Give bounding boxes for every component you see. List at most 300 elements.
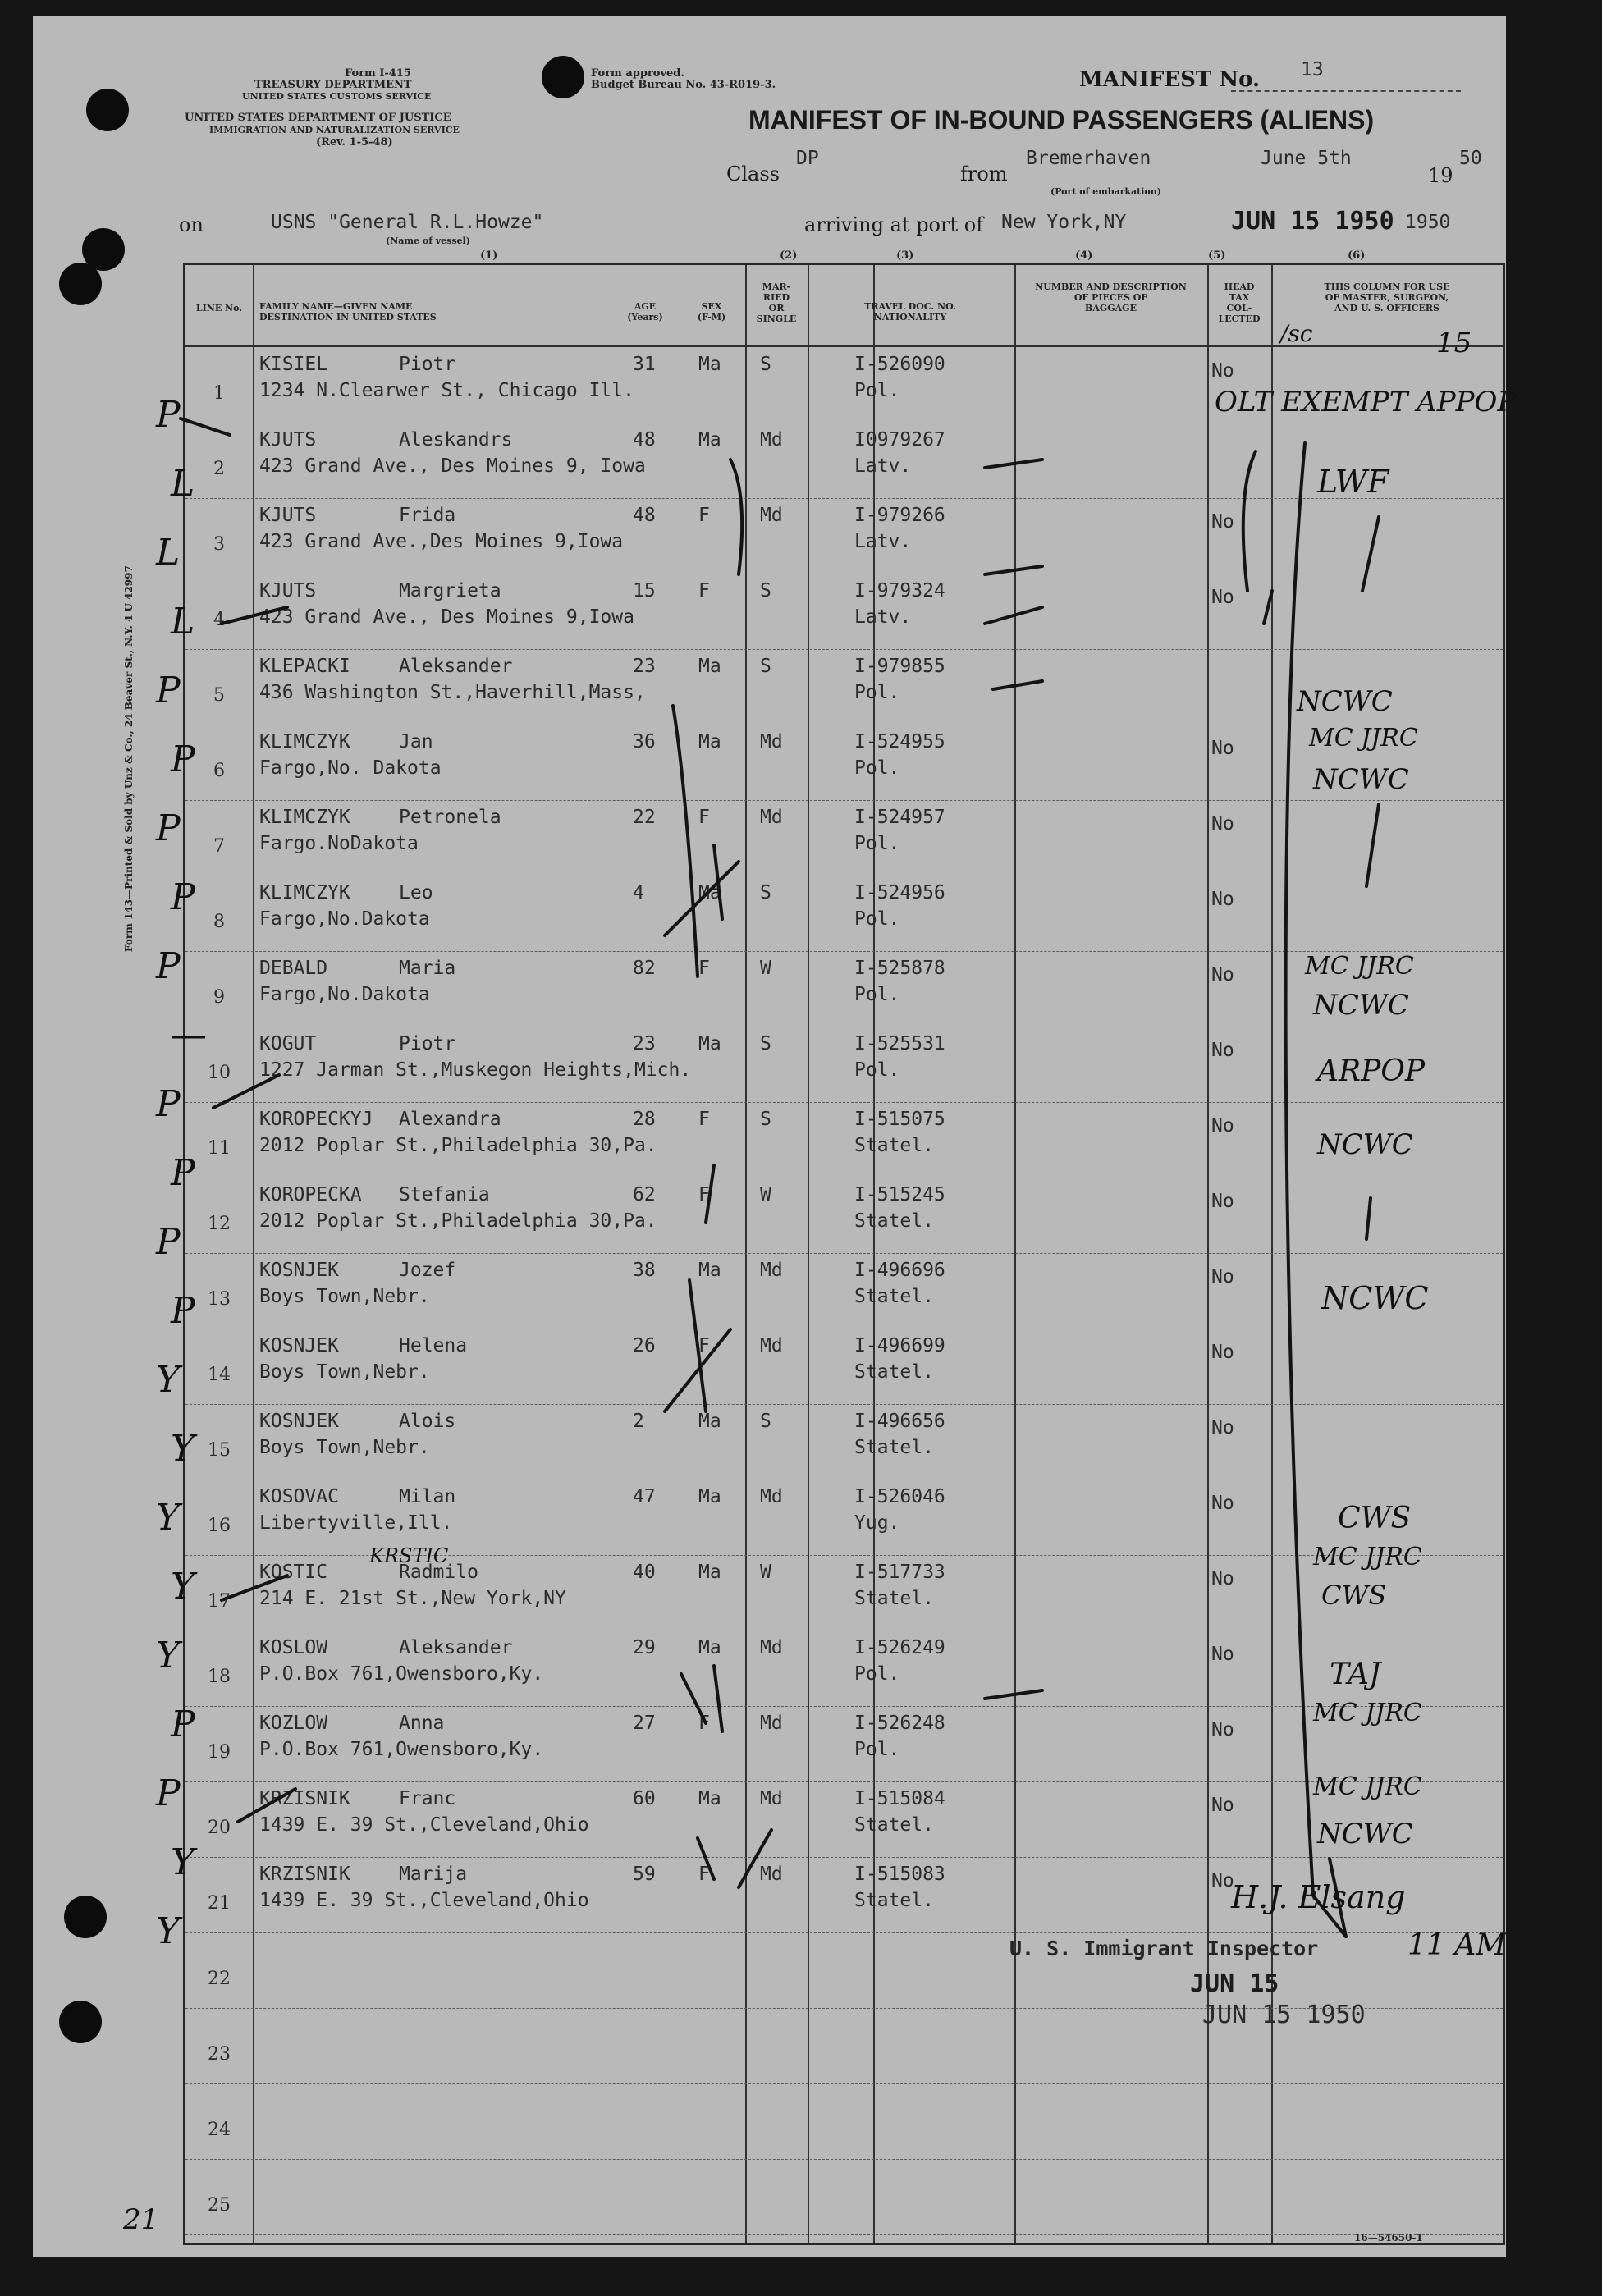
inspector-signature: H.J. Elsang bbox=[1231, 1879, 1406, 1915]
exempt-note: OLT EXEMPT APPOP bbox=[1215, 386, 1517, 418]
head-tax: No bbox=[1211, 1493, 1234, 1514]
age: 22 bbox=[633, 807, 656, 828]
marital-status: W bbox=[760, 1184, 771, 1205]
sex: F bbox=[698, 1109, 710, 1130]
marital-status: Md bbox=[760, 807, 783, 828]
col-num-4: (4) bbox=[1075, 249, 1093, 262]
travel-doc-no: I0979267 bbox=[854, 429, 945, 451]
header-head-tax: HEAD TAX COL- LECTED bbox=[1218, 281, 1261, 324]
line-number: 10 bbox=[208, 1063, 231, 1083]
mc-note-4: MC JJRC bbox=[1313, 1699, 1422, 1727]
destination: 1234 N.Clearwer St., Chicago Ill. bbox=[259, 380, 634, 401]
from-label: from bbox=[960, 162, 1008, 185]
nationality: Statel. bbox=[854, 1361, 934, 1383]
travel-doc-no: I-515075 bbox=[854, 1109, 945, 1130]
margin-mark: P bbox=[156, 1772, 181, 1814]
nationality: Pol. bbox=[854, 1059, 900, 1081]
sex: Ma bbox=[698, 1033, 721, 1054]
age: 2 bbox=[633, 1411, 644, 1432]
margin-mark: Y bbox=[156, 1497, 181, 1539]
head-tax: No bbox=[1211, 738, 1234, 759]
year-suffix: 50 bbox=[1459, 148, 1482, 169]
travel-doc-no: I-526046 bbox=[854, 1486, 945, 1507]
ncwc-note-2: NCWC bbox=[1313, 763, 1409, 796]
nationality: Statel. bbox=[854, 1135, 934, 1156]
nationality: Yug. bbox=[854, 1512, 900, 1534]
destination: Boys Town,Nebr. bbox=[259, 1437, 430, 1458]
head-tax: No bbox=[1211, 1644, 1234, 1665]
sex: F bbox=[698, 505, 710, 526]
marital-status: Md bbox=[760, 1486, 783, 1507]
family-name: KOSNJEK bbox=[259, 1411, 339, 1432]
margin-count: 21 bbox=[123, 2203, 159, 2236]
head-tax: No bbox=[1211, 360, 1234, 382]
nationality: Pol. bbox=[854, 682, 900, 703]
col-num-5: (5) bbox=[1208, 249, 1226, 262]
port-embarkation-caption: (Port of embarkation) bbox=[1050, 186, 1161, 197]
sex: F bbox=[698, 1335, 710, 1356]
sex: F bbox=[698, 580, 710, 601]
given-name: Jozef bbox=[399, 1260, 456, 1281]
line-number: 8 bbox=[213, 912, 225, 932]
marital-status: S bbox=[760, 580, 771, 601]
head-tax: No bbox=[1211, 1266, 1234, 1287]
age: 28 bbox=[633, 1109, 656, 1130]
given-name: Aleksander bbox=[399, 1637, 513, 1658]
inspector-label: U. S. Immigrant Inspector bbox=[1009, 1937, 1319, 1960]
ncwc-note-4: NCWC bbox=[1317, 1128, 1413, 1161]
header-baggage: NUMBER AND DESCRIPTION OF PIECES OF BAGGAGE bbox=[1035, 281, 1187, 313]
given-name: Maria bbox=[399, 958, 456, 979]
family-name: KOROPECKYJ bbox=[259, 1109, 373, 1130]
head-tax: No bbox=[1211, 1568, 1234, 1589]
travel-doc-no: I-515245 bbox=[854, 1184, 945, 1205]
vessel-name: USNS "General R.L.Howze" bbox=[271, 212, 544, 233]
nationality: Pol. bbox=[854, 380, 900, 401]
family-name: KOSOVAC bbox=[259, 1486, 339, 1507]
line-number: 4 bbox=[213, 610, 225, 630]
line-number: 13 bbox=[208, 1289, 231, 1310]
margin-mark: Y bbox=[156, 1359, 181, 1401]
arpop-note: ARPOP bbox=[1317, 1054, 1426, 1088]
given-name: Marija bbox=[399, 1864, 468, 1885]
travel-doc-no: I-496696 bbox=[854, 1260, 945, 1281]
line-number: 19 bbox=[208, 1742, 231, 1763]
ncwc-note-3: NCWC bbox=[1313, 989, 1409, 1022]
head-tax: No bbox=[1211, 511, 1234, 533]
age: 27 bbox=[633, 1713, 656, 1734]
nationality: Latv. bbox=[854, 531, 912, 552]
travel-doc-no: I-496699 bbox=[854, 1335, 945, 1356]
nationality: Pol. bbox=[854, 908, 900, 930]
cws-note-2: CWS bbox=[1321, 1580, 1387, 1611]
margin-mark: P bbox=[171, 739, 195, 780]
margin-mark: P bbox=[156, 394, 181, 436]
class-value: DP bbox=[796, 148, 819, 169]
destination: 214 E. 21st St.,New York,NY bbox=[259, 1588, 566, 1609]
sex: F bbox=[698, 1713, 710, 1734]
marital-status: Md bbox=[760, 731, 783, 752]
manifest-no-value: 13 bbox=[1301, 59, 1324, 80]
margin-mark: P bbox=[171, 1704, 195, 1745]
lwf-note: LWF bbox=[1317, 464, 1389, 500]
head-tax: No bbox=[1211, 964, 1234, 986]
sex: Ma bbox=[698, 1788, 721, 1809]
ins-service: IMMIGRATION AND NATURALIZATION SERVICE bbox=[209, 125, 460, 135]
head-tax: No bbox=[1211, 1417, 1234, 1438]
mc-note-2: MC JJRC bbox=[1305, 952, 1414, 981]
family-name: KJUTS bbox=[259, 429, 317, 451]
line-number: 18 bbox=[208, 1667, 231, 1687]
mc-note-3: MC JJRC bbox=[1313, 1543, 1422, 1571]
age: 60 bbox=[633, 1788, 656, 1809]
age: 47 bbox=[633, 1486, 656, 1507]
margin-mark: P bbox=[156, 670, 181, 711]
stamp-date-1: JUN 15 bbox=[1190, 1969, 1279, 1998]
given-name: Radmilo bbox=[399, 1562, 478, 1583]
line-number: 15 bbox=[208, 1440, 231, 1461]
header-married: MAR- RIED OR SINGLE bbox=[756, 281, 797, 324]
ncwc-note-1: NCWC bbox=[1297, 685, 1393, 718]
header-line-no: LINE No. bbox=[195, 303, 243, 313]
given-name: Frida bbox=[399, 505, 456, 526]
sex: F bbox=[698, 807, 710, 828]
sex: Ma bbox=[698, 354, 721, 375]
nationality: Statel. bbox=[854, 1210, 934, 1232]
line-number: 1 bbox=[213, 383, 225, 404]
family-name: KOROPECKA bbox=[259, 1184, 362, 1205]
header-officers: THIS COLUMN FOR USE OF MASTER, SURGEON, AND U. S. OFFICERS bbox=[1324, 281, 1450, 313]
class-label: Class bbox=[726, 162, 780, 185]
col-num-2: (2) bbox=[780, 249, 798, 262]
destination: 436 Washington St.,Haverhill,Mass, bbox=[259, 682, 646, 703]
given-name: Alois bbox=[399, 1411, 456, 1432]
header-travel-doc: TRAVEL DOC. NO. NATIONALITY bbox=[864, 301, 956, 322]
line-number: 23 bbox=[208, 2044, 231, 2065]
family-name: KLIMCZYK bbox=[259, 882, 350, 903]
destination: 2012 Poplar St.,Philadelphia 30,Pa. bbox=[259, 1210, 657, 1232]
line-number: 12 bbox=[208, 1214, 231, 1234]
given-name: Alexandra bbox=[399, 1109, 501, 1130]
margin-mark: L bbox=[156, 532, 181, 574]
given-name: Aleksander bbox=[399, 656, 513, 677]
arriving-label: arriving at port of bbox=[804, 213, 984, 236]
family-name: DEBALD bbox=[259, 958, 328, 979]
officer-initial-row1: /sc bbox=[1280, 320, 1313, 347]
vessel-caption: (Name of vessel) bbox=[386, 236, 470, 246]
age: 31 bbox=[633, 354, 656, 375]
destination: 423 Grand Ave., Des Moines 9,Iowa bbox=[259, 606, 634, 628]
treasury-dept: TREASURY DEPARTMENT bbox=[254, 79, 412, 91]
nationality: Latv. bbox=[854, 455, 912, 477]
destination: Fargo,No.Dakota bbox=[259, 984, 430, 1005]
arrival-year: 1950 bbox=[1405, 212, 1451, 233]
ncwc-note-5: NCWC bbox=[1321, 1280, 1429, 1316]
officer-page-number: 15 bbox=[1436, 327, 1472, 359]
arrival-date-stamp: JUN 15 1950 bbox=[1231, 207, 1394, 236]
marital-status: W bbox=[760, 958, 771, 979]
age: 15 bbox=[633, 580, 656, 601]
margin-mark: L bbox=[171, 601, 195, 643]
margin-mark: P bbox=[156, 945, 181, 987]
header-sex: SEX (F-M) bbox=[697, 301, 726, 322]
family-name: KLIMCZYK bbox=[259, 731, 350, 752]
travel-doc-no: I-517733 bbox=[854, 1562, 945, 1583]
destination: Fargo.NoDakota bbox=[259, 833, 419, 854]
margin-mark: Y bbox=[171, 1566, 195, 1608]
travel-doc-no: I-526248 bbox=[854, 1713, 945, 1734]
sex: Ma bbox=[698, 731, 721, 752]
line-number: 11 bbox=[208, 1138, 231, 1159]
family-name: KOSTIC bbox=[259, 1562, 328, 1583]
given-name: Franc bbox=[399, 1788, 456, 1809]
nationality: Statel. bbox=[854, 1286, 934, 1307]
marital-status: S bbox=[760, 656, 771, 677]
marital-status: S bbox=[760, 882, 771, 903]
nationality: Pol. bbox=[854, 1739, 900, 1760]
year-prefix: 19 bbox=[1428, 164, 1453, 187]
sex: Ma bbox=[698, 429, 721, 451]
marital-status: S bbox=[760, 1109, 771, 1130]
destination: 1439 E. 39 St.,Cleveland,Ohio bbox=[259, 1890, 589, 1911]
travel-doc-no: I-979266 bbox=[854, 505, 945, 526]
embarkation-date: June 5th bbox=[1261, 148, 1352, 169]
given-name: Milan bbox=[399, 1486, 456, 1507]
head-tax: No bbox=[1211, 813, 1234, 835]
margin-mark: P bbox=[171, 1152, 195, 1194]
sex: Ma bbox=[698, 1411, 721, 1432]
form-approved: Form approved. bbox=[591, 67, 684, 80]
cws-note-1: CWS bbox=[1338, 1502, 1412, 1535]
form-revision: (Rev. 1-5-48) bbox=[316, 136, 393, 149]
destination: Fargo,No.Dakota bbox=[259, 908, 430, 930]
header-name: FAMILY NAME—GIVEN NAME DESTINATION IN UNITED STATES bbox=[259, 301, 437, 322]
margin-mark: P bbox=[171, 1290, 195, 1332]
line-number: 7 bbox=[213, 836, 225, 857]
line-number: 5 bbox=[213, 685, 225, 706]
travel-doc-no: I-526090 bbox=[854, 354, 945, 375]
destination: P.O.Box 761,Owensboro,Ky. bbox=[259, 1739, 544, 1760]
given-name: Anna bbox=[399, 1713, 445, 1734]
col-num-1: (1) bbox=[480, 249, 498, 262]
manifest-page bbox=[33, 16, 1517, 2257]
head-tax: No bbox=[1211, 587, 1234, 608]
marital-status: Md bbox=[760, 1637, 783, 1658]
age: 48 bbox=[633, 429, 656, 451]
sex: Ma bbox=[698, 656, 721, 677]
travel-doc-no: I-515084 bbox=[854, 1788, 945, 1809]
mc-note-5: MC JJRC bbox=[1313, 1772, 1422, 1801]
age: 62 bbox=[633, 1184, 656, 1205]
destination: Libertyville,Ill. bbox=[259, 1512, 453, 1534]
head-tax: No bbox=[1211, 1795, 1234, 1816]
mc-note-1: MC JJRC bbox=[1309, 724, 1418, 752]
head-tax: No bbox=[1211, 1719, 1234, 1740]
family-name: KOSNJEK bbox=[259, 1335, 339, 1356]
age: 40 bbox=[633, 1562, 656, 1583]
margin-mark: L bbox=[171, 463, 195, 505]
marital-status: S bbox=[760, 354, 771, 375]
sex: F bbox=[698, 1864, 710, 1885]
budget-bureau: Budget Bureau No. 43-R019-3. bbox=[591, 79, 776, 91]
nationality: Statel. bbox=[854, 1437, 934, 1458]
nationality: Pol. bbox=[854, 984, 900, 1005]
margin-mark: Y bbox=[156, 1635, 181, 1676]
age: 48 bbox=[633, 505, 656, 526]
line-number: 22 bbox=[208, 1969, 231, 1989]
manifest-title: MANIFEST OF IN-BOUND PASSENGERS (ALIENS) bbox=[748, 105, 1375, 135]
form-number: Form I-415 bbox=[345, 67, 411, 80]
margin-mark: Y bbox=[171, 1841, 195, 1883]
sex: F bbox=[698, 1184, 710, 1205]
marital-status: Md bbox=[760, 1864, 783, 1885]
age: 4 bbox=[633, 882, 644, 903]
footer-code: 16—54650-1 bbox=[1354, 2232, 1423, 2243]
age: 29 bbox=[633, 1637, 656, 1658]
line-number: 3 bbox=[213, 534, 225, 555]
head-tax: No bbox=[1211, 1342, 1234, 1363]
line-number: 16 bbox=[208, 1516, 231, 1536]
family-name: KJUTS bbox=[259, 505, 317, 526]
sex: Ma bbox=[698, 1562, 721, 1583]
side-printer-imprint: Form 143—Printed & Sold by Unz & Co., 24 Beaver St., N.Y. 4 U 42997 bbox=[123, 565, 135, 952]
age: 23 bbox=[633, 656, 656, 677]
marital-status: Md bbox=[760, 1260, 783, 1281]
head-tax: No bbox=[1211, 1191, 1234, 1212]
age: 23 bbox=[633, 1033, 656, 1054]
travel-doc-no: I-979324 bbox=[854, 580, 945, 601]
line-number: 9 bbox=[213, 987, 225, 1008]
margin-mark: P bbox=[156, 807, 181, 849]
embarkation-port: Bremerhaven bbox=[1026, 148, 1151, 169]
margin-mark: P bbox=[171, 876, 195, 918]
sex: F bbox=[698, 958, 710, 979]
line-number: 24 bbox=[208, 2120, 231, 2140]
krstic-correction: KRSTIC bbox=[369, 1544, 449, 1567]
head-tax: No bbox=[1211, 1040, 1234, 1061]
age: 82 bbox=[633, 958, 656, 979]
destination: 2012 Poplar St.,Philadelphia 30,Pa. bbox=[259, 1135, 657, 1156]
given-name: Margrieta bbox=[399, 580, 501, 601]
travel-doc-no: I-524957 bbox=[854, 807, 945, 828]
nationality: Statel. bbox=[854, 1890, 934, 1911]
given-name: Helena bbox=[399, 1335, 468, 1356]
customs-service: UNITED STATES CUSTOMS SERVICE bbox=[242, 91, 432, 102]
margin-mark: P bbox=[156, 1221, 181, 1263]
marital-status: Md bbox=[760, 1788, 783, 1809]
line-number: 25 bbox=[208, 2195, 231, 2216]
sex: Ma bbox=[698, 1486, 721, 1507]
marital-status: W bbox=[760, 1562, 771, 1583]
justice-dept: UNITED STATES DEPARTMENT OF JUSTICE bbox=[185, 112, 451, 124]
family-name: KLEPACKI bbox=[259, 656, 350, 677]
travel-doc-no: I-526249 bbox=[854, 1637, 945, 1658]
marital-status: S bbox=[760, 1033, 771, 1054]
given-name: Piotr bbox=[399, 354, 456, 375]
nationality: Pol. bbox=[854, 1663, 900, 1685]
destination: P.O.Box 761,Owensboro,Ky. bbox=[259, 1663, 544, 1685]
marital-status: Md bbox=[760, 505, 783, 526]
family-name: KOGUT bbox=[259, 1033, 317, 1054]
sex: Ma bbox=[698, 1260, 721, 1281]
marital-status: Md bbox=[760, 1713, 783, 1734]
travel-doc-no: I-979855 bbox=[854, 656, 945, 677]
sex: Ma bbox=[698, 882, 721, 903]
margin-mark: Y bbox=[156, 1910, 181, 1952]
travel-doc-no: I-524956 bbox=[854, 882, 945, 903]
family-name: KJUTS bbox=[259, 580, 317, 601]
ncwc-note-6: NCWC bbox=[1317, 1818, 1413, 1850]
given-name: Jan bbox=[399, 731, 433, 752]
destination: Boys Town,Nebr. bbox=[259, 1361, 430, 1383]
margin-mark: P bbox=[156, 1083, 181, 1125]
destination: Fargo,No. Dakota bbox=[259, 757, 442, 779]
given-name: Aleskandrs bbox=[399, 429, 513, 451]
head-tax: No bbox=[1211, 1115, 1234, 1137]
family-name: KOZLOW bbox=[259, 1713, 328, 1734]
nationality: Statel. bbox=[854, 1814, 934, 1836]
line-number: 17 bbox=[208, 1591, 231, 1612]
col-num-6: (6) bbox=[1348, 249, 1366, 262]
arrival-time: 11 AM bbox=[1407, 1928, 1507, 1962]
margin-mark: Y bbox=[171, 1428, 195, 1470]
age: 38 bbox=[633, 1260, 656, 1281]
nationality: Pol. bbox=[854, 833, 900, 854]
line-number: 20 bbox=[208, 1818, 231, 1838]
destination: Boys Town,Nebr. bbox=[259, 1286, 430, 1307]
sex: Ma bbox=[698, 1637, 721, 1658]
family-name: KRZISNIK bbox=[259, 1864, 350, 1885]
line-number: 21 bbox=[208, 1893, 231, 1914]
age: 59 bbox=[633, 1864, 656, 1885]
family-name: KOSLOW bbox=[259, 1637, 328, 1658]
marital-status: Md bbox=[760, 429, 783, 451]
stamp-date-2: JUN 15 1950 bbox=[1202, 2001, 1366, 2029]
marital-status: S bbox=[760, 1411, 771, 1432]
head-tax: No bbox=[1211, 889, 1234, 910]
head-tax: No bbox=[1211, 1870, 1234, 1891]
travel-doc-no: I-524955 bbox=[854, 731, 945, 752]
given-name: Leo bbox=[399, 882, 433, 903]
given-name: Petronela bbox=[399, 807, 501, 828]
destination: 1227 Jarman St.,Muskegon Heights,Mich. bbox=[259, 1059, 692, 1081]
family-name: KLIMCZYK bbox=[259, 807, 350, 828]
destination: 1439 E. 39 St.,Cleveland,Ohio bbox=[259, 1814, 589, 1836]
travel-doc-no: I-515083 bbox=[854, 1864, 945, 1885]
destination: 423 Grand Ave., Des Moines 9, Iowa bbox=[259, 455, 646, 477]
family-name: KRZISNIK bbox=[259, 1788, 350, 1809]
nationality: Statel. bbox=[854, 1588, 934, 1609]
age: 36 bbox=[633, 731, 656, 752]
header-age: AGE (Years) bbox=[627, 301, 663, 322]
marital-status: Md bbox=[760, 1335, 783, 1356]
travel-doc-no: I-525878 bbox=[854, 958, 945, 979]
nationality: Latv. bbox=[854, 606, 912, 628]
family-name: KISIEL bbox=[259, 354, 328, 375]
given-name: Piotr bbox=[399, 1033, 456, 1054]
manifest-no-label: MANIFEST No. bbox=[1079, 67, 1261, 92]
margin-mark: — bbox=[171, 1014, 207, 1056]
on-label: on bbox=[179, 213, 204, 236]
travel-doc-no: I-496656 bbox=[854, 1411, 945, 1432]
destination: 423 Grand Ave.,Des Moines 9,Iowa bbox=[259, 531, 624, 552]
given-name: Stefania bbox=[399, 1184, 490, 1205]
taj-note: TAJ bbox=[1330, 1658, 1381, 1691]
family-name: KOSNJEK bbox=[259, 1260, 339, 1281]
col-num-3: (3) bbox=[896, 249, 914, 262]
nationality: Pol. bbox=[854, 757, 900, 779]
arrival-port: New York,NY bbox=[1001, 212, 1127, 233]
